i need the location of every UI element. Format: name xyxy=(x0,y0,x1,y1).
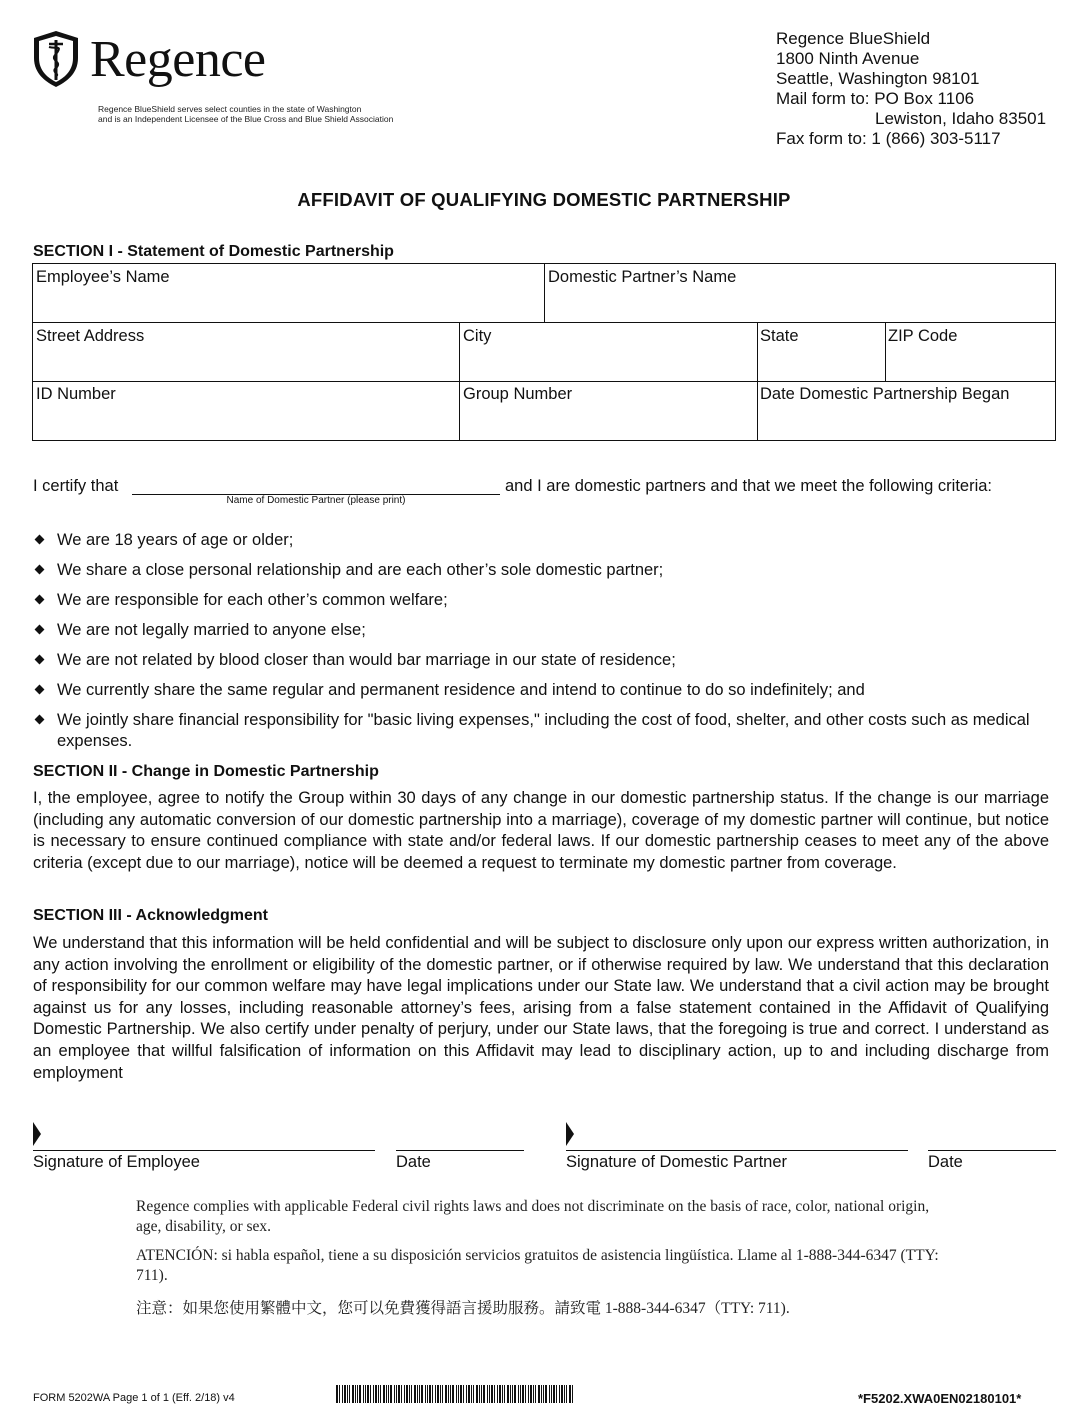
table-divider xyxy=(33,322,1055,323)
list-item xyxy=(35,680,1065,701)
street-address-field[interactable]: Street Address xyxy=(36,327,145,345)
form-number: FORM 5202WA Page 1 of 1 (Eff. 2/18) v4 xyxy=(33,1392,235,1404)
list-item xyxy=(35,530,1065,551)
section-3-body: We understand that this information will be held confidential and will be subject to disclosure only upon our express written authorization, in any action involving the enrollment or eligibility of the domestic partner, or if otherwise required by law. We understand that this declaration of responsibility for our common welfare may have legal implications under our State law. We understand that a civil action may be brought against us for any losses, including reasonable attorney’s fees, arising from a false statement contained in the Affidavit of Qualifying Domestic Partnership. We also certify under penalty of perjury, under our State laws, that the foregoing is true and correct. I understand as an employee that willful falsification of information on this Affidavit may lead to disciplinary action, up to and including discharge from employment xyxy=(33,934,1049,1082)
list-item xyxy=(35,590,1065,611)
criterion-text: We are not legally married to anyone else; xyxy=(57,621,366,639)
civil-rights-notice: Regence complies with applicable Federal civil rights laws and does not discriminate on the basis of race, color, national origin, age, disability, or sex. xyxy=(136,1198,930,1235)
diamond-bullet-icon xyxy=(35,715,45,725)
logo-wordmark: Regence xyxy=(90,31,266,88)
group-number-field[interactable]: Group Number xyxy=(463,385,573,403)
table-divider xyxy=(33,381,1055,382)
list-item xyxy=(35,710,1057,752)
table-divider xyxy=(459,322,460,440)
regence-logo xyxy=(32,28,452,128)
criterion-text: We jointly share financial responsibility for "basic living expenses," including the cost of food, shelter, and other costs such as medical expenses. xyxy=(57,711,1030,750)
partner-signature-label: Signature of Domestic Partner xyxy=(566,1153,788,1171)
city-field[interactable]: City xyxy=(463,327,492,345)
table-divider xyxy=(544,264,545,322)
id-number-field[interactable]: ID Number xyxy=(36,385,116,403)
criterion-text: We are responsible for each other’s common welfare; xyxy=(57,591,448,609)
criterion-text: We currently share the same regular and permanent residence and intend to continue to do so indefinitely; and xyxy=(57,681,865,699)
partner-date-line[interactable] xyxy=(928,1150,1056,1151)
employee-name-field[interactable]: Employee’s Name xyxy=(36,268,170,286)
barcode-text: *F5202.XWA0EN02180101* xyxy=(858,1391,1022,1406)
partner-signature-line[interactable] xyxy=(566,1150,908,1151)
address-line: Lewiston, Idaho 83501 xyxy=(875,109,1047,128)
diamond-bullet-icon xyxy=(35,655,45,665)
address-line: 1800 Ninth Avenue xyxy=(776,49,920,68)
form-title: AFFIDAVIT OF QUALIFYING DOMESTIC PARTNERSHIP xyxy=(297,189,791,210)
table-divider xyxy=(885,322,886,381)
criterion-text: We are 18 years of age or older; xyxy=(57,531,294,549)
diamond-bullet-icon xyxy=(35,685,45,695)
zip-code-field[interactable]: ZIP Code xyxy=(888,327,958,345)
employee-date-label: Date xyxy=(396,1153,431,1171)
diamond-bullet-icon xyxy=(35,535,45,545)
mailing-address xyxy=(776,29,1046,149)
address-line: Seattle, Washington 98101 xyxy=(776,69,980,88)
diamond-bullet-icon xyxy=(35,595,45,605)
fax-line: Fax form to: 1 (866) 303-5117 xyxy=(776,129,1001,148)
sign-here-arrow-icon xyxy=(33,1122,41,1146)
date-began-field[interactable]: Date Domestic Partnership Began xyxy=(760,385,1010,403)
diamond-bullet-icon xyxy=(35,625,45,635)
section-3-heading: SECTION III - Acknowledgment xyxy=(33,907,268,924)
table-divider xyxy=(757,322,758,440)
list-item xyxy=(35,560,1065,581)
employee-signature-label: Signature of Employee xyxy=(33,1153,200,1171)
barcode-icon xyxy=(336,1385,576,1403)
address-line: Mail form to: PO Box 1106 xyxy=(776,89,975,108)
criterion-text: We share a close personal relationship and are each other’s sole domestic partner; xyxy=(57,561,664,579)
certify-prefix: I certify that xyxy=(33,477,119,495)
logo-tagline xyxy=(98,104,458,124)
section-1-heading: SECTION I - Statement of Domestic Partnership xyxy=(33,243,394,260)
section-2-heading: SECTION II - Change in Domestic Partnership xyxy=(33,763,379,780)
spanish-notice: ATENCIÓN: si habla español, tiene a su disposición servicios gratuitos de asistencia lingüística. Llame al 1-888-344-6347 (TTY: 711). xyxy=(136,1247,939,1284)
address-line: Regence BlueShield xyxy=(776,29,931,48)
criteria-list xyxy=(35,530,1065,761)
state-field[interactable]: State xyxy=(760,327,799,345)
list-item xyxy=(35,650,1065,671)
shield-caduceus-icon xyxy=(32,30,80,88)
partner-name-blank-caption: Name of Domestic Partner (please print) xyxy=(226,495,406,506)
partner-date-label: Date xyxy=(928,1153,963,1171)
certify-suffix: and I are domestic partners and that we meet the following criteria: xyxy=(505,477,992,495)
employee-signature-line[interactable] xyxy=(33,1150,375,1151)
employee-date-line[interactable] xyxy=(396,1150,524,1151)
sign-here-arrow-icon xyxy=(566,1122,574,1146)
tagline-line-1: Regence BlueShield serves select counties in the state of Washington xyxy=(98,104,362,114)
tagline-line-2: and is an Independent Licensee of the Blue Cross and Blue Shield Association xyxy=(98,114,394,124)
section-2-body: I, the employee, agree to notify the Group within 30 days of any change in our domestic partnership status. If the change is our marriage (including any automatic conversion of our domestic partnership into a marriage), coverage of my domestic partner will continue, but notice is necessary to ensure continued compliance with state and/or federal laws. If our domestic partnership ceases to meet any of the above criteria (except due to our marriage), notice will be deemed a request to terminate my domestic partner from coverage. xyxy=(33,789,1049,872)
partnership-info-table xyxy=(32,263,1056,441)
chinese-notice: 注意：如果您使用繁體中文，您可以免費獲得語言援助服務。請致電 1-888-344-6347（TTY: 711). xyxy=(136,1300,790,1317)
criterion-text: We are not related by blood closer than would bar marriage in our state of residence; xyxy=(57,651,676,669)
partner-name-field[interactable]: Domestic Partner’s Name xyxy=(548,268,737,286)
list-item xyxy=(35,620,1065,641)
diamond-bullet-icon xyxy=(35,565,45,575)
